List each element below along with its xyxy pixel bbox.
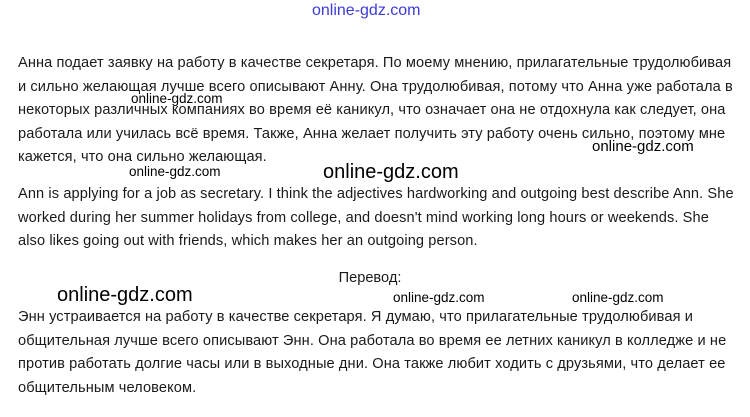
watermark-5: online-gdz.com: [57, 284, 193, 306]
translation-heading: Перевод:: [338, 270, 402, 286]
watermark-3: online-gdz.com: [323, 161, 459, 183]
russian-paragraph: Анна подает заявку на работу в качестве секретаря. По моему мнению, прилагательные трудолюбивая и сильно желающая лучше всего описывают Анну. Она трудолюбивая, потому что Анна уже работала в некоторых различных компаниях во время её каникул, что означает она не отдохнула как следует, она работала или училась всё время. Также, Анна желает получить эту работу очень сильно, поэтому мне кажется, что она сильно желающая.: [18, 55, 733, 165]
watermark-4: online-gdz.com: [129, 164, 221, 179]
watermark-2: online-gdz.com: [592, 138, 694, 155]
watermark-7: online-gdz.com: [572, 290, 664, 305]
watermark-1: online-gdz.com: [131, 91, 223, 106]
watermark-top: online-gdz.com: [312, 2, 421, 19]
watermark-6: online-gdz.com: [393, 290, 485, 305]
translation-paragraph: Энн устраивается на работу в качестве секретаря. Я думаю, что прилагательные трудолюбивая и общительная лучше всего описывают Энн. Она работала во время ее летних каникул в колледже и не против работать долгие часы или в выходные дни. Она также любит ходить с друзьями, что делает ее общительным человеком.: [18, 309, 727, 396]
english-paragraph: Ann is applying for a job as secretary. I think the adjectives hardworking and outgoing best describe Ann. She worked during her summer holidays from college, and doesn't mind working long hours or weekends. She also likes going out with friends, which makes her an outgoing person.: [18, 186, 734, 249]
